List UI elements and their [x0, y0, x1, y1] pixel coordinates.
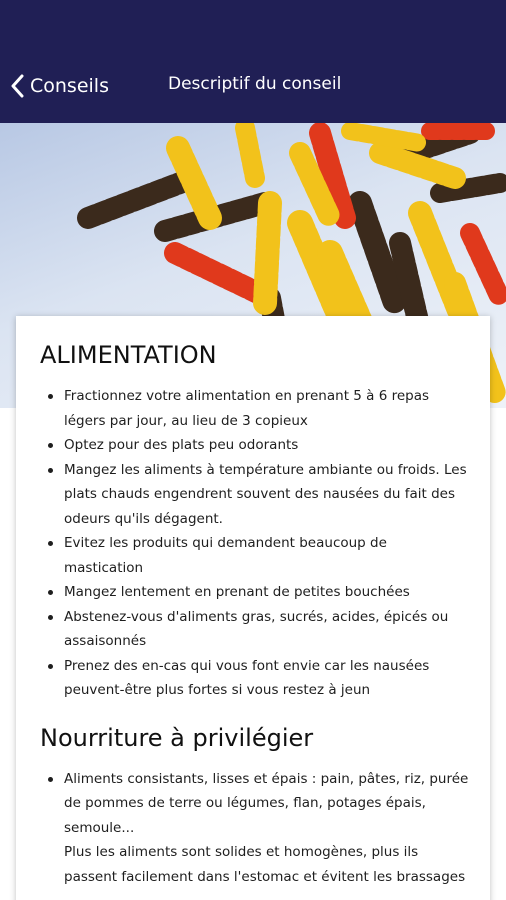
advice-card — [16, 316, 490, 900]
list-item: Abstenez-vous d'aliments gras, sucrés, acides, épicés ou assaisonnés — [40, 605, 470, 654]
list-item-text: Aliments consistants, lisses et épais : pain, pâtes, riz, purée de pommes de terre ou légumes, flan, potages épais, semoule... — [64, 770, 469, 836]
list-item: Optez pour des plats peu odorants — [40, 433, 470, 458]
list-item: Prenez des en-cas qui vous font envie car les nausées peuvent-être plus fortes si vous restez à jeun — [40, 654, 470, 703]
page-title: Descriptif du conseil — [168, 74, 342, 94]
chevron-left-icon — [10, 74, 24, 98]
list-item: Fractionnez votre alimentation en prenant 5 à 6 repas légers par jour, au lieu de 3 copieux — [40, 384, 470, 433]
alimentation-list — [40, 384, 470, 703]
app-header — [0, 0, 506, 123]
section-heading-nourriture: Nourriture à privilégier — [40, 723, 314, 752]
nourriture-list — [40, 767, 470, 890]
list-item — [40, 767, 470, 890]
section-heading-alimentation: ALIMENTATION — [40, 341, 217, 369]
back-button-label: Conseils — [30, 75, 109, 97]
list-item-continuation: Plus les aliments sont solides et homogènes, plus ils passent facilement dans l'estomac et évitent les brassages — [64, 844, 466, 885]
back-button[interactable] — [10, 72, 109, 100]
list-item: Mangez lentement en prenant de petites bouchées — [40, 580, 470, 605]
list-item: Evitez les produits qui demandent beaucoup de mastication — [40, 531, 470, 580]
list-item: Mangez les aliments à température ambiante ou froids. Les plats chauds engendrent souvent des nausées du fait des odeurs qu'ils dégagent. — [40, 458, 470, 532]
